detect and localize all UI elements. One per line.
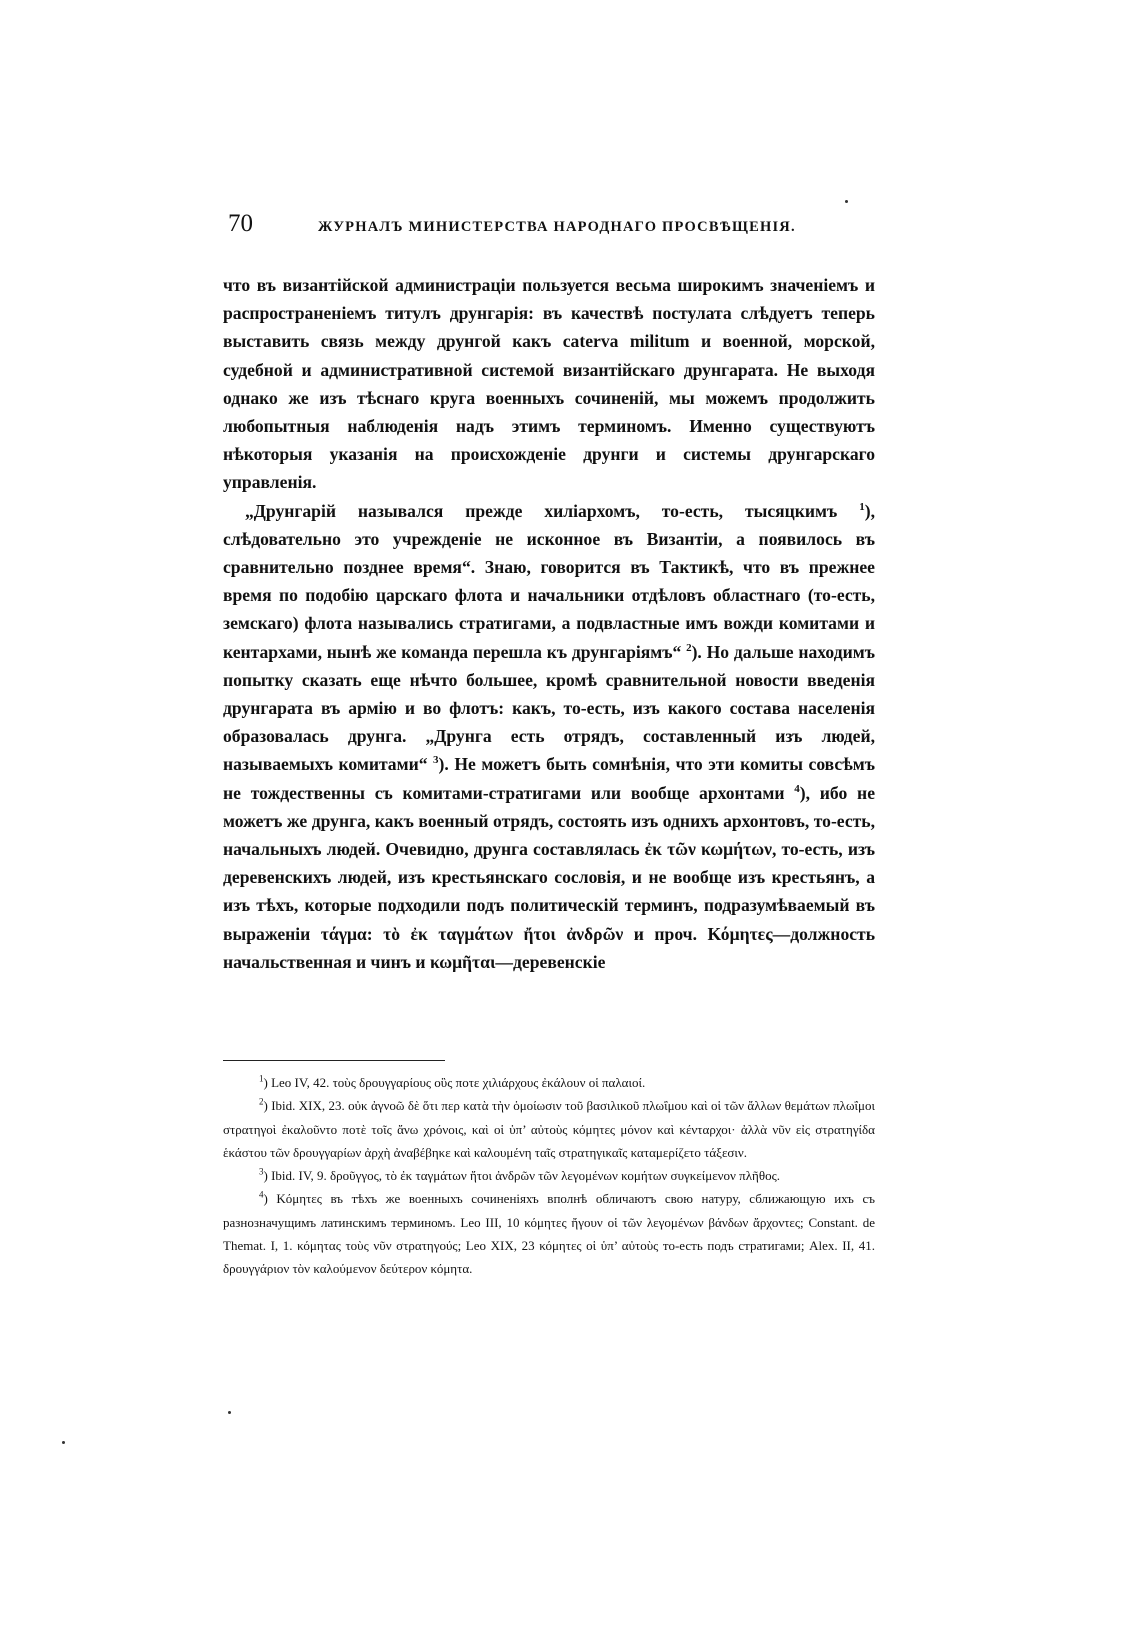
footnote-reference: 1: [859, 500, 865, 513]
footnote-text: ) Ibid. IV, 9. δροῦγγος, τὸ ἐκ ταγμάτων ἤτοι ἀνδρῶν τῶν λεγομένων κομήτων συγκείμενον πλῆθος.: [263, 1168, 780, 1184]
paragraph: что въ византійской администраціи пользуется весьма широкимъ значеніемъ и распространеніемъ титулъ друнгарія: въ качествѣ постулата слѣдуетъ теперь выставить связь между друнгой какъ caterva militum и военной, морской, судебной и административной системой византійскаго друнгарата. Не выходя однако же изъ тѣснаго круга военныхъ сочиненій, мы можемъ продолжить любопытныя наблюденія надъ этимъ терминомъ. Именно существуютъ нѣкоторыя указанія на происхожденіе друнги и системы друнгарскаго управленія.: [223, 275, 875, 493]
footnote-reference: 4: [794, 782, 800, 795]
footnote-text: ) Κόμητες въ тѣхъ же военныхъ сочиненіяхъ вполнѣ обличаютъ свою натуру, сближающую ихъ съ разнозначущимъ латинскимъ терминомъ. Leo III, 10 κόμητες ἤγουν οἱ τῶν λεγομένων βάνδων ἄρχοντες; Constant. de Themat. I, 1. κόμητας τοὺς νῦν στρατηγούς; Leo XIX, 23 κόμητες οἱ ὑπ’ αὐτοὺς то-есть подъ стратигами; Alex. II, 41. δρουγγάριον τὸν καλούμενον δεύτερον κόμητα.: [223, 1191, 875, 1277]
footnotes: [223, 1071, 875, 1281]
footnote-divider: [223, 1060, 445, 1061]
page-header: [228, 210, 874, 250]
print-speck: [845, 200, 848, 203]
footnote: [223, 1071, 875, 1094]
footnote-reference: 2: [686, 641, 692, 654]
text-run: ). Не можетъ быть сомнѣнія, что эти комиты совсѣмъ не тождественны съ комитами-стратигами или вообще архонтами: [223, 754, 875, 803]
text-run: ). Но дальше находимъ попытку сказать еще нѣчто большее, кромѣ сравнительной новости введенія друнгарата въ армію и во флотъ: какъ, то-есть, изъ какого состава населенія образовалась друнга. „Друнга есть отрядъ, составленный изъ людей, называемыхъ комитами“: [223, 641, 875, 775]
footnote-mark: 3: [259, 1166, 264, 1177]
footnote: [223, 1164, 875, 1187]
text-run: „Друнгарій назывался прежде хиліархомъ, то-есть, тысяцкимъ: [245, 500, 860, 521]
print-speck: [228, 1411, 231, 1414]
footnote-text: ) Leo IV, 42. τοὺς δρουγγαρίους οὓς ποτε χιλιάρχους ἐκάλουν οἱ παλαιοί.: [263, 1075, 646, 1090]
footnote-mark: 1: [259, 1073, 264, 1084]
footnote: [223, 1187, 875, 1280]
footnote-reference: 3: [433, 754, 439, 767]
main-text: [223, 271, 875, 976]
paragraph: [223, 497, 875, 976]
footnote-mark: 4: [259, 1190, 264, 1201]
footnote: [223, 1094, 875, 1164]
footnote-mark: 2: [259, 1096, 264, 1107]
page-number: 70: [228, 210, 253, 237]
footnote-text: ) Ibid. XIX, 23. οὐκ ἀγνοῶ δὲ ὅτι περ κατὰ τὴν ὁμοίωσιν τοῦ βασιλικοῦ πλωΐμου καὶ οἱ τῶν ἄλλων θεμάτων πλωΐμοι στρατηγοὶ ἐκαλοῦντο ποτὲ τοῖς ἄνω χρόνοις, καὶ οἱ ὑπ’ αὐτοὺς κόμητες μόνον καὶ κένταρχοι· ἀλλὰ νῦν εἰς στρατηγίδα ἑκάστου τῶν δρουγγαρίων ἀρχὴ ἀναβέβηκε καὶ καλουμένη ταῖς στρατηγικαῖς καταμερίζετο τάξεσιν.: [223, 1098, 875, 1160]
print-speck: [62, 1441, 65, 1444]
text-run: ), ибо не можетъ же друнга, какъ военный отрядъ, состоять изъ однихъ архонтовъ, то-есть, начальныхъ людей. Очевидно, друнга составлялась ἐκ τῶν κωμήτων, то-есть, изъ деревенскихъ людей, изъ крестьянскаго сословія, и не вообще изъ крестьянъ, а изъ тѣхъ, которые подходили подъ политическій терминъ, подразумѣваемый въ выраженіи τάγμα: τὸ ἐκ ταγμάτων ἤτοι ἀνδρῶν и проч. Κόμητες—должность начальственная и чинъ и κωμῆται—деревенскіе: [223, 782, 875, 972]
running-title: ЖУРНАЛЪ МИНИСТЕРСТВА НАРОДНАГО ПРОСВѢЩЕНІЯ.: [318, 219, 796, 235]
text-run: ), слѣдовательно это учрежденіе не исконное въ Византіи, а появилось въ сравнительно позднее время“. Знаю, говорится въ Тактикѣ, что въ прежнее время по подобію царскаго флота и начальники отдѣловъ областнаго (то-есть, земскаго) флота назывались стратигами, а подвластные имъ вожди комитами и кентархами, нынѣ же команда перешла къ друнгаріямъ“: [223, 500, 875, 662]
